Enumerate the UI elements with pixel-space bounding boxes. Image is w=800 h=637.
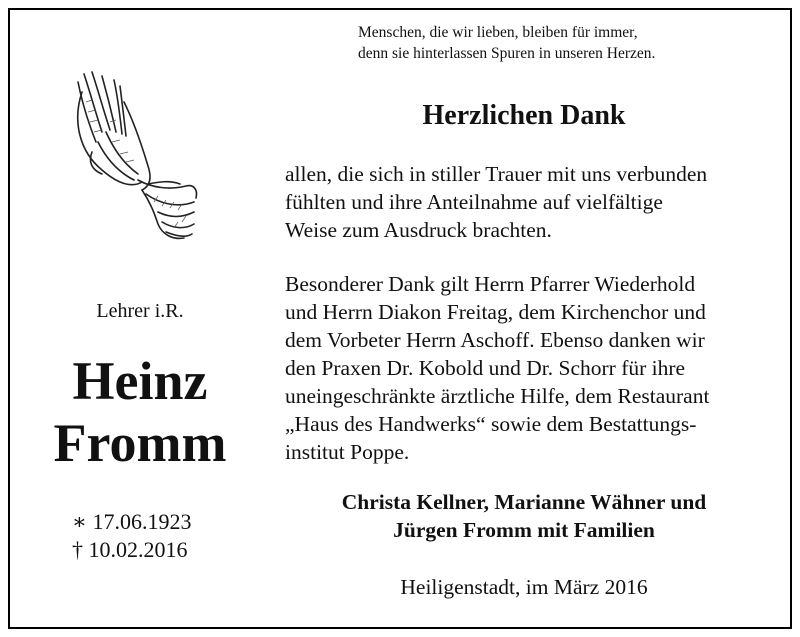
paragraph-line: institut Poppe. xyxy=(285,440,410,464)
signers xyxy=(288,488,760,544)
last-name: Fromm xyxy=(53,413,227,473)
birth-date: ∗ 17.06.1923 xyxy=(72,509,192,534)
death-date: † 10.02.2016 xyxy=(72,537,188,562)
deceased-name xyxy=(30,350,250,474)
paragraph-line: uneingeschränkte ärztliche Hilfe, dem Restaurant xyxy=(285,384,710,408)
first-name: Heinz xyxy=(72,351,208,411)
paragraph-line: Weise zum Ausdruck brachten. xyxy=(285,218,552,242)
thanks-paragraph xyxy=(285,160,760,244)
life-dates xyxy=(72,508,191,564)
special-thanks-paragraph xyxy=(285,270,760,466)
paragraph-line: „Haus des Handwerks“ sowie dem Bestattungs- xyxy=(285,412,697,436)
paragraph-line: fühlten und ihre Anteilnahme auf vielfältige xyxy=(285,190,663,214)
thanks-heading: Herzlichen Dank xyxy=(422,100,626,131)
paragraph-line: dem Vorbeter Herrn Aschoff. Ebenso danken wir xyxy=(285,328,705,352)
signers-line: Christa Kellner, Marianne Wähner und xyxy=(341,490,707,514)
praying-hands-icon xyxy=(62,62,202,252)
signers-line: Jürgen Fromm mit Familien xyxy=(393,518,655,542)
paragraph-line: Besonderer Dank gilt Herrn Pfarrer Wiederhold xyxy=(285,272,696,296)
profession: Lehrer i.R. xyxy=(96,300,184,322)
obituary-card xyxy=(8,8,792,629)
motto-line: Menschen, die wir lieben, bleiben für immer, xyxy=(358,24,638,41)
place-date: Heiligenstadt, im März 2016 xyxy=(400,575,648,599)
paragraph-line: und Herrn Diakon Freitag, dem Kirchenchor und xyxy=(285,300,706,324)
paragraph-line: den Praxen Dr. Kobold und Dr. Schorr für ihre xyxy=(285,356,686,380)
paragraph-line: allen, die sich in stiller Trauer mit uns verbunden xyxy=(285,162,708,186)
motto xyxy=(358,22,778,64)
motto-line: denn sie hinterlassen Spuren in unseren Herzen. xyxy=(358,45,656,62)
